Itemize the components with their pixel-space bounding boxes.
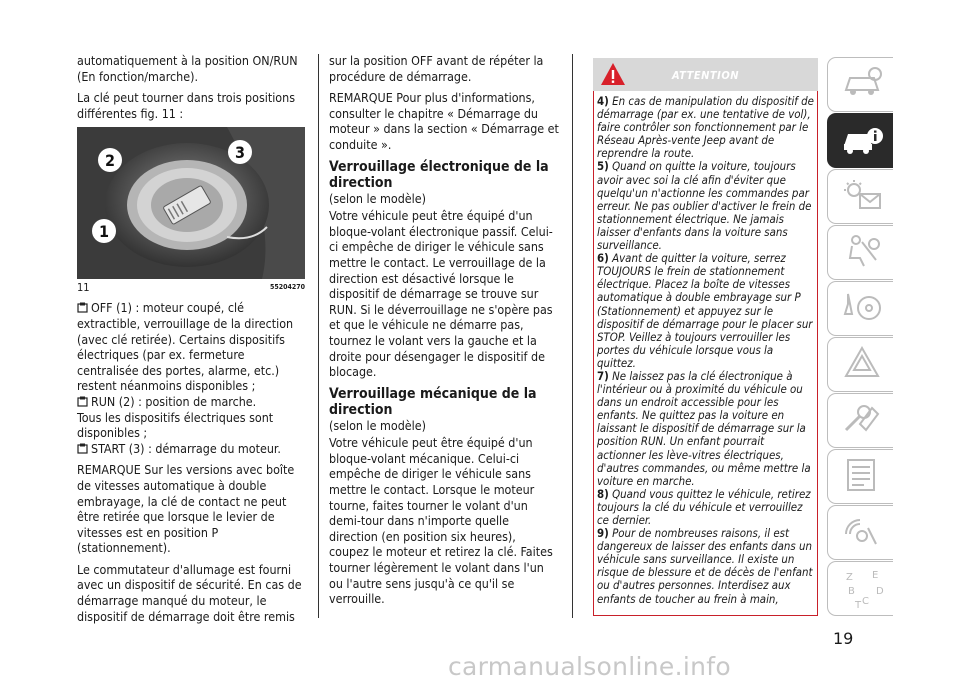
tab-car-dashboard[interactable] [827,57,893,112]
paragraph: Votre véhicule peut être équipé d'un bloque-volant électronique passif. Celui-ci empêche de diriger le véhicule sans mettre le contact. Le verrouillage de la direction est désactivé lorsque le dispositif de démarrage se trouve sur RUN. Si le déverrouillage ne s'opère pas et que le véhicule ne démarre pas, tournez le volant vers la gauche et la droite pour désengager le dispositif de blocage. [329,208,553,380]
list-item-run [77,394,305,410]
paragraph: Le commutateur d'allumage est fourni avec un dispositif de sécurité. En cas de démarrage manqué du moteur, le dispositif de démarrage doit être remis [77,561,302,624]
section-heading: Verrouillage électronique de la direction [329,158,549,191]
warning-item: 8) Quand vous quittez le véhicule, retirez toujours la clé du véhicule et verrouillez ce dernier. [597,486,811,527]
section-heading: Verrouillage mécanique de la direction [329,385,537,418]
paragraph: La clé peut tourner dans trois positions différentes fig. 11 : [77,90,296,121]
svg-text:T: T [855,600,862,610]
column-left [77,53,305,630]
key-position-icon [77,302,88,313]
list-item-text: START (3) : démarrage du moteur. [91,440,281,456]
list-item-text: OFF (1) : moteur coupé, clé extractible, verrouillage de la direction (avec clé retirée). Certains dispositifs électriques (par ex. fermeture centralisée des portes, alarme, etc.) restent néanmoins disponibles ; [77,300,294,394]
warning-item: 6) Avant de quitter la voiture, serrez TOUJOURS le frein de stationnement électrique. Placez la boîte de vitesses automatique à double embrayage sur P (Stationnement) et appuyez sur le dispositif de démarrage pour le placer sur STOP. Veillez à toujours verrouiller les portes du véhicule lorsque vous la quittez. [597,251,813,370]
key-position-icon [77,443,88,454]
svg-text:C: C [862,596,869,607]
car-dashboard-icon [842,66,884,102]
svg-text:E: E [872,570,879,581]
chapter-tabs [827,57,893,617]
column-divider [572,54,573,618]
specifications-list-icon [842,458,884,494]
figure-number: 11 [77,281,90,295]
callout-3 [228,140,252,164]
svg-text:D: D [876,586,884,597]
tab-emergency[interactable] [827,337,893,392]
ignition-switch-illustration [77,127,305,279]
maintenance-icon [842,402,884,438]
warning-box [593,58,818,616]
svg-text:2: 2 [104,151,116,171]
column-middle [329,53,559,613]
warning-lights-icon [842,178,884,214]
index-letters-icon [842,570,886,610]
svg-text:1: 1 [98,222,110,242]
tab-car-info[interactable] [827,113,893,168]
svg-text:B: B [848,586,855,597]
tab-specifications[interactable] [827,449,893,504]
tab-warning-lights[interactable] [827,169,893,224]
warning-item: 9) Pour de nombreuses raisons, il est dangereux de laisser des enfants dans un véhicule sans surveillance. Il existe un risque de blessure et de décès de l'enfant ou d'autres personnes. Interdisez aux enfants de toucher au frein à main, [597,526,813,606]
tab-maintenance[interactable] [827,393,893,448]
callout-2 [98,148,122,172]
car-info-icon [842,122,884,158]
airbag-seat-icon [842,234,884,270]
page-number: 19 [833,629,854,648]
tab-steering-wheel[interactable] [827,281,893,336]
warning-item: 7) Ne laissez pas la clé électronique à l'intérieur ou à proximité du véhicule ou dans un endroit accessible pour les enfants. Ne quittez pas la voiture en laissant le dispositif de démarrage sur la position RUN. Un enfant pourrait actionner les lève-vitres électriques, d'autres commandes, ou même mettre la voiture en marche. [597,368,811,488]
figure-caption [77,281,305,294]
warning-header [593,58,818,91]
watermark: carmanualsonline.info [448,652,731,681]
steering-wheel-icon [842,290,884,326]
list-item-off [77,300,305,394]
list-item-start [77,441,305,457]
figure-code: 55204270 [269,283,305,292]
key-position-icon [77,396,88,407]
list-item-run-continued: Tous les dispositifs électriques sont disponibles ; [77,409,274,441]
warning-title: ATTENTION [671,69,740,82]
remark-paragraph: REMARQUE Sur les versions avec boîte de vitesses automatique à double embrayage, la clé de contact ne peut être retirée que lorsque le levier de vitesses est en position P (stationnement). [77,462,295,556]
multimedia-icon [842,514,884,550]
remark-paragraph: REMARQUE Pour plus d'informations, consulter le chapitre « Démarrage du moteur » dans la section « Démarrage et conduite ». [329,90,559,152]
paragraph: automatiquement à la position ON/RUN (En fonction/marche). [77,53,298,84]
ignition-key-photo [77,127,305,279]
section-subtitle: (selon le modèle) [329,417,426,433]
callout-1 [92,219,116,243]
svg-text:3: 3 [234,143,246,163]
tab-airbag-seat[interactable] [827,225,893,280]
list-item-text: RUN (2) : position de marche. [91,393,257,409]
tab-multimedia[interactable] [827,505,893,560]
paragraph: sur la position OFF avant de répéter la procédure de démarrage. [329,53,544,84]
column-divider [318,54,319,618]
svg-text:Z: Z [846,572,853,583]
tab-index[interactable] [827,561,893,616]
emergency-triangle-icon [842,346,884,382]
warning-body [593,91,818,616]
section-subtitle: (selon le modèle) [329,190,426,206]
paragraph: Votre véhicule peut être équipé d'un bloque-volant mécanique. Celui-ci empêche de diriger le véhicule sans mettre le contact. Lorsque le moteur tourne, faites tourner le volant d'un demi-tour dans n'importe quelle direction (en position six heures), coupez le moteur et retirez la clé. Faites tourner légèrement le volant dans l'un ou l'autre sens jusqu'à ce qu'il se verrouille. [329,435,553,607]
warning-item: 5) Quand on quitte la voiture, toujours avoir avec soi la clé afin d'éviter que quelqu'un n'actionne les commandes par erreur. Ne pas oublier d'activer le frein de stationnement électrique. Ne jamais laisser d'enfants dans la voiture sans surveillance. [597,159,812,253]
warning-item: 4) En cas de manipulation du dispositif de démarrage (par ex. une tentative de vol), faire contrôler son fonctionnement par le Réseau Après-vente Jeep avant de reprendre la route. [597,94,814,161]
